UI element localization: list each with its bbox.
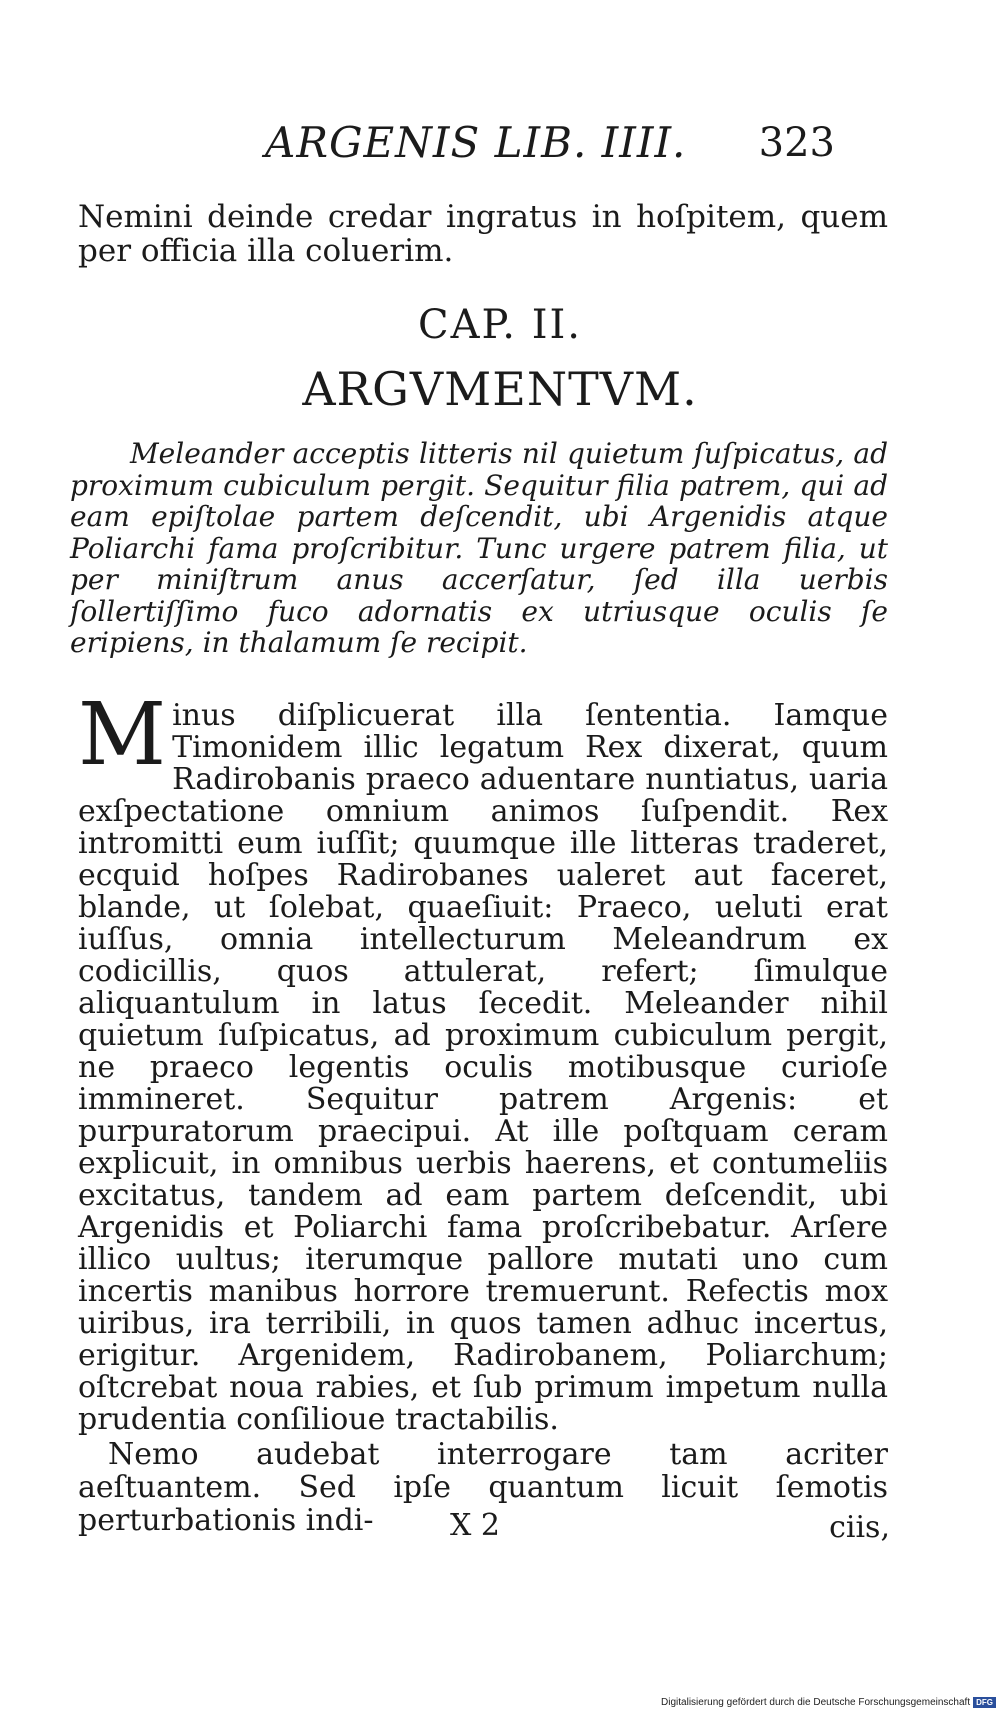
signature-mark: X 2: [450, 1508, 500, 1543]
dfg-logo: DFG: [973, 1697, 996, 1708]
second-paragraph: Nemo audebat interrogare tam acriter aeſtuantem. Sed ipſe quantum licuit ſemotis perturbationis indi-: [78, 1437, 888, 1538]
argument-title: ARGVMENTVM.: [302, 362, 698, 416]
running-head: ARGENIS LIB. IIII.: [265, 118, 687, 167]
digitization-footer: [661, 1697, 996, 1708]
drop-cap: M: [78, 685, 167, 785]
chapter-title: CAP. II.: [417, 302, 583, 348]
intro-paragraph: Nemini deinde credar ingratus in hoſpitem, quem per officia illa coluerim.: [78, 199, 888, 269]
catchword: ciis,: [829, 1510, 890, 1545]
argument-summary: Meleander acceptis litteris nil quietum ſuſpicatus, ad proximum cubiculum pergit. Sequitur filia patrem, qui ad eam epiſtolae partem deſcendit, ubi Argenidis atque Poliarchi fama proſcribitur. Tunc urgere patrem filia, ut per miniſtrum anus accerſatur, ſed illa uerbis ſollertiſſimo fuco adornatis ex utriusque oculis ſe eripiens, in thalamum ſe recipit.: [70, 437, 888, 659]
main-paragraph: [78, 685, 888, 1437]
page-number: 323: [758, 120, 835, 166]
footer-text: Digitalisierung gefördert durch die Deutsche Forschungsgemeinschaft: [661, 1697, 971, 1708]
main-paragraph-text: inus diſplicuerat illa ſententia. Iamque Timonidem illic legatum Rex dixerat, quum Radirobanis praeco aduentare nuntiatus, uaria exſpectatione omnium animos ſuſpendit. Rex intromitti eum iuſſit; quumque ille litteras traderet, ecquid hoſpes Radirobanes ualeret aut faceret, blande, ut ſolebat, quaeſiuit: Praeco, ueluti erat iuſſus, omnia intellecturum Meleandrum ex codicillis, quos attulerat, refert; ſimulque aliquantulum in latus ſecedit. Meleander nihil quietum ſuſpicatus, ad proximum cubiculum pergit, ne praeco legentis oculis motibusque curioſe immineret. Sequitur patrem Argenis: et purpuratorum praecipui. At ille poſtquam ceram explicuit, in omnibus uerbis haerens, et contumeliis excitatus, tandem ad eam partem deſcendit, ubi Argenidis et Poliarchi fama proſcribebatur. Arſere illico uultus; iterumque pallore mutati uno cum incertis manibus horrore tremuerunt. Refectis mox uiribus, ira terribili, in quos tamen adhuc incertus, erigitur. Argenidem, Radirobanem, Poliarchum; oſtcrebat noua rabies, et ſub primum impetum nulla prudentia conſilioue tractabilis.: [78, 698, 888, 1437]
page-header: [255, 118, 835, 178]
